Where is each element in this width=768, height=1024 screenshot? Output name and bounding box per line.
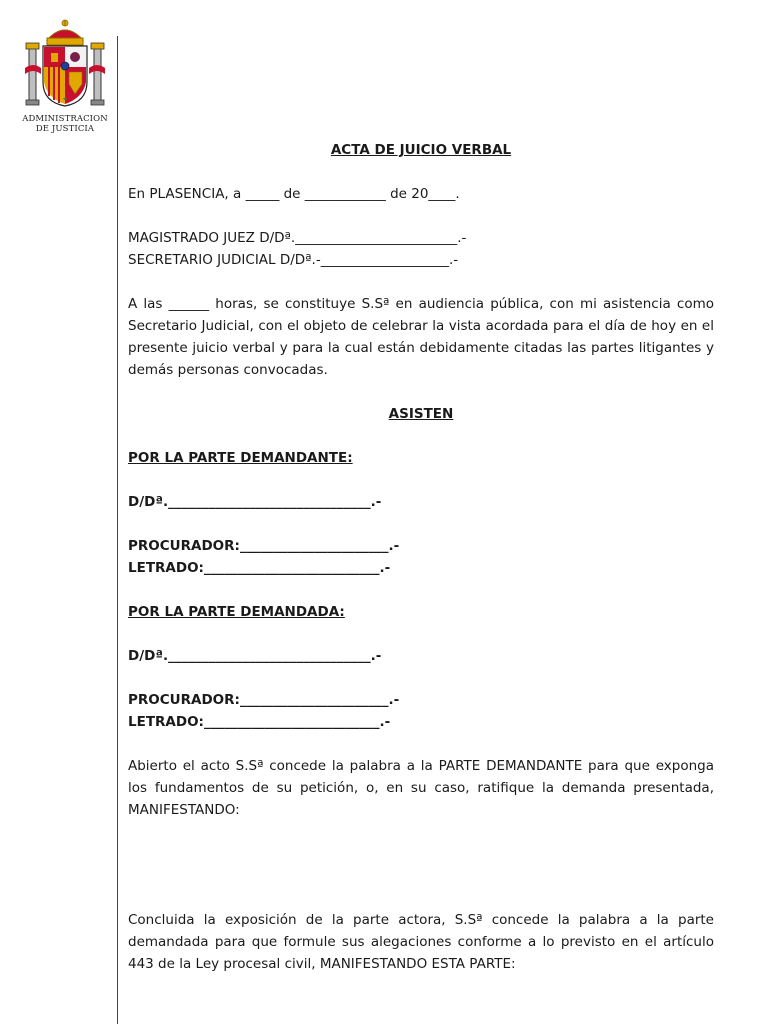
place-date-line: En PLASENCIA, a _____ de ____________ de 20____. — [128, 186, 460, 202]
demandada-dd-line: D/Dª.______________________________.- — [128, 648, 382, 664]
institution-name-line1: ADMINISTRACION — [22, 114, 108, 124]
asisten-heading: ASISTEN — [388, 406, 454, 422]
demandada-letrado-line: LETRADO:__________________________.- — [128, 714, 391, 730]
demandante-dd-line: D/Dª.______________________________.- — [128, 494, 382, 510]
intro-paragraph: A las ______ horas, se constituye S.Sª en audiencia pública, con mi asistencia como Secretario Judicial, con el objeto de celebrar la vista acordada para el día de hoy en el presente juicio verbal y para la cual están debidamente citadas las partes litigantes y demás personas convocadas. — [128, 296, 714, 378]
document-body — [128, 139, 714, 975]
document-title: ACTA DE JUICIO VERBAL — [330, 142, 512, 158]
demandante-procurador-line: PROCURADOR:______________________.- — [128, 538, 400, 554]
demandante-heading: POR LA PARTE DEMANDANTE: — [128, 450, 353, 466]
secretario-line: SECRETARIO JUDICIAL D/Dª.-___________________.- — [128, 252, 459, 268]
institution-name-line2: DE JUSTICIA — [35, 124, 95, 134]
institution-name — [18, 114, 112, 134]
demandada-heading: POR LA PARTE DEMANDADA: — [128, 604, 345, 620]
abierto-paragraph: Abierto el acto S.Sª concede la palabra a la PARTE DEMANDANTE para que exponga los fundamentos de su petición, o, en su caso, ratifique la demanda presentada, MANIFESTANDO: — [128, 758, 714, 818]
coat-of-arms-icon — [23, 18, 107, 110]
demandada-procurador-line: PROCURADOR:______________________.- — [128, 692, 400, 708]
margin-rule — [117, 36, 118, 1024]
magistrado-line: MAGISTRADO JUEZ D/Dª.________________________.- — [128, 230, 467, 246]
demandante-letrado-line: LETRADO:__________________________.- — [128, 560, 391, 576]
institution-logo — [18, 18, 112, 134]
concluida-paragraph: Concluida la exposición de la parte actora, S.Sª concede la palabra a la parte demandada para que formule sus alegaciones conforme a lo previsto en el artículo 443 de la Ley procesal civil, MANIFESTANDO ESTA PARTE: — [128, 912, 714, 972]
